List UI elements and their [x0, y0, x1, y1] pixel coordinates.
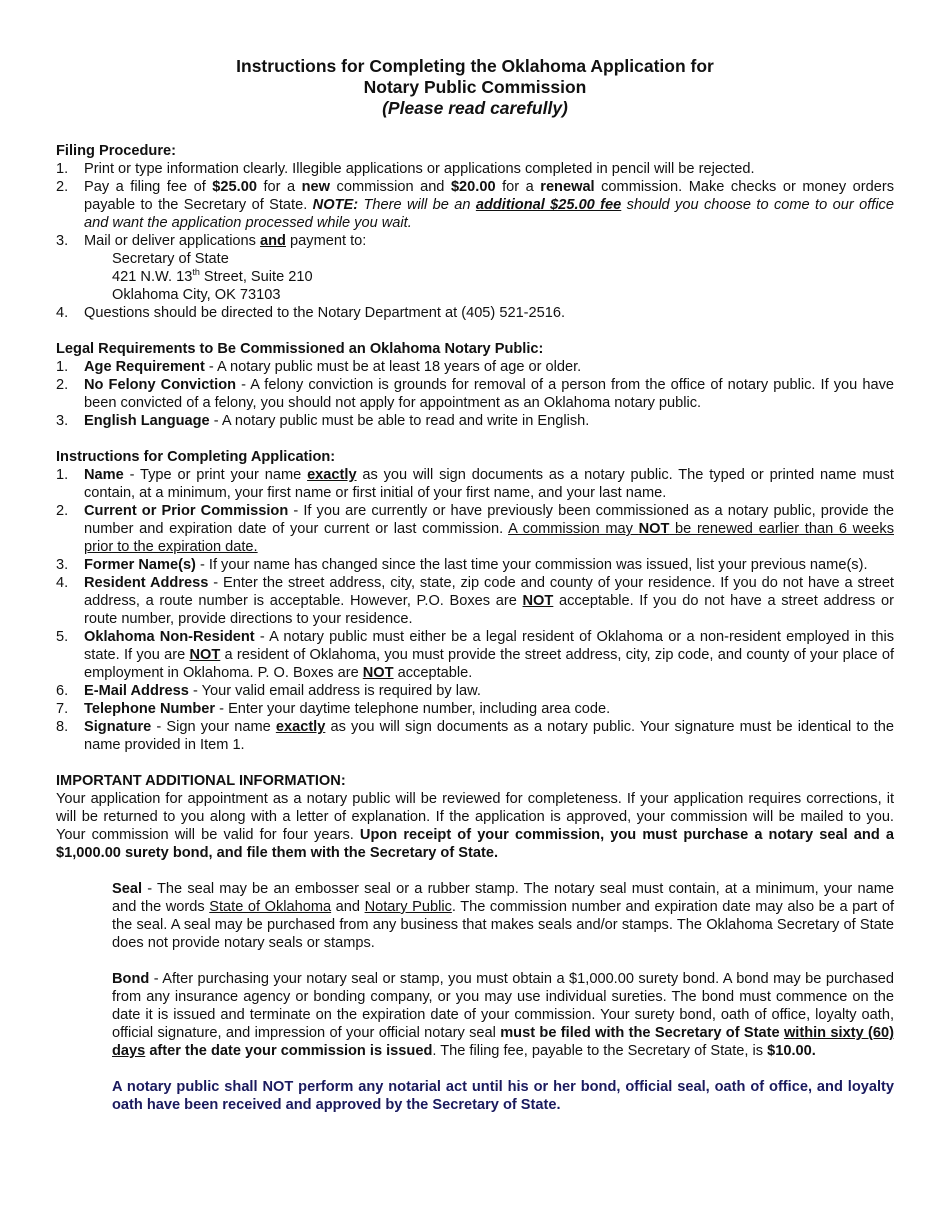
instructions-item-8: 8. Signature - Sign your name exactly as you will sign documents as a notary public. Your signature must be identical to the name provided in Item 1.	[56, 719, 894, 753]
instructions-item-3: 3. Former Name(s) - If your name has changed since the last time your commission was issued, list your previous name(s).	[56, 557, 868, 573]
final-warning: A notary public shall NOT perform any notarial act until his or her bond, official seal, oath of office, and loyalty oath have been received and approved by the Secretary of State.	[112, 1079, 894, 1113]
bond-paragraph: Bond - After purchasing your notary seal or stamp, you must obtain a $1,000.00 surety bond. A bond may be purchased from any insurance agency or bonding company, or you may use individual sureties. The bond must commence on the date it is issued and terminate on the expiration date of your commission. Your surety bond, oath of office, loyalty oath, official signature, and impression of your official notary seal must be filed with the Secretary of State within sixty (60) days after the date your commission is issued. The filing fee, payable to the Secretary of State, is $10.00.	[112, 971, 894, 1059]
legal-list	[56, 358, 894, 430]
instructions-list	[56, 466, 894, 754]
instructions-item-2: 2. Current or Prior Commission - If you are currently or have previously been commissioned as a notary public, provide the number and expiration date of your current or last commission. A commission may NOT be renewed earlier than 6 weeks prior to the expiration date.	[56, 503, 894, 555]
title-line-3: (Please read carefully)	[382, 98, 568, 118]
legal-item-3: 3. English Language - A notary public must be able to read and write in English.	[56, 413, 590, 429]
legal-heading: Legal Requirements to Be Commissioned an Oklahoma Notary Public:	[56, 341, 544, 357]
instructions-item-7: 7. Telephone Number - Enter your daytime telephone number, including area code.	[56, 701, 611, 717]
important-heading: IMPORTANT ADDITIONAL INFORMATION:	[56, 773, 346, 789]
filing-heading: Filing Procedure:	[56, 143, 177, 159]
instructions-item-1: 1. Name - Type or print your name exactly as you will sign documents as a notary public. The typed or printed name must contain, at a minimum, your first name or first initial of your first name, and your last name.	[56, 467, 894, 501]
title-line-1: Instructions for Completing the Oklahoma Application for	[236, 56, 714, 76]
title-line-2: Notary Public Commission	[363, 77, 587, 97]
important-paragraph: Your application for appointment as a notary public will be reviewed for completeness. If your application requires corrections, it will be returned to you along with a letter of explanation. If the application is approved, your commission will be mailed to you. Your commission will be valid for four years. Upon receipt of your commission, you must purchase a notary seal and a $1,000.00 surety bond, and file them with the Secretary of State.	[56, 791, 894, 861]
instructions-item-5: 5. Oklahoma Non-Resident - A notary public must either be a legal resident of Oklahoma or a non-resident employed in this state. If you are NOT a resident of Oklahoma, you must provide the street address, city, zip code, and county of your place of employment in Oklahoma. P. O. Boxes are NOT acceptable.	[56, 629, 894, 681]
instructions-item-4: 4. Resident Address - Enter the street address, city, state, zip code and county of your residence. If you do not have a street address, a route number is acceptable. However, P.O. Boxes are NOT acceptable. If you do not have a street address or route number, provide directions to your residence.	[56, 575, 894, 627]
filing-item-3: 3. Mail or deliver applications and payment to:	[56, 233, 367, 249]
address-line-1: Secretary of State	[112, 251, 229, 267]
legal-item-2: 2. No Felony Conviction - A felony conviction is grounds for removal of a person from the office of notary public. If you have been convicted of a felony, you should not apply for appointment as an Oklahoma notary public.	[56, 377, 894, 411]
instructions-heading: Instructions for Completing Application:	[56, 449, 336, 465]
filing-item-4: 4. Questions should be directed to the Notary Department at (405) 521-2516.	[56, 305, 566, 321]
legal-item-1: 1. Age Requirement - A notary public must be at least 18 years of age or older.	[56, 359, 582, 375]
instructions-item-6: 6. E-Mail Address - Your valid email address is required by law.	[56, 683, 481, 699]
filing-list	[56, 160, 894, 250]
address-line-2: 421 N.W. 13th Street, Suite 210	[112, 267, 313, 285]
document-title	[56, 56, 894, 119]
document-page	[56, 56, 894, 1114]
address-line-3: Oklahoma City, OK 73103	[112, 287, 281, 303]
seal-paragraph: Seal - The seal may be an embosser seal or a rubber stamp. The notary seal must contain, at a minimum, your name and the words State of Oklahoma and Notary Public. The commission number and expiration date may also be a part of the seal. A seal may be purchased from any business that makes seals and/or stamps. The Oklahoma Secretary of State does not provide notary seals or stamps.	[112, 881, 895, 951]
filing-item-2: 2. Pay a filing fee of $25.00 for a new commission and $20.00 for a renewal commission. Make checks or money orders payable to the Secretary of State. NOTE: There will be an additional $25.00 fee should you choose to come to our office and want the application processed while you wait.	[56, 179, 895, 231]
filing-item-1: 1. Print or type information clearly. Illegible applications or applications completed in pencil will be rejected.	[56, 161, 755, 177]
mailing-address	[56, 250, 894, 304]
